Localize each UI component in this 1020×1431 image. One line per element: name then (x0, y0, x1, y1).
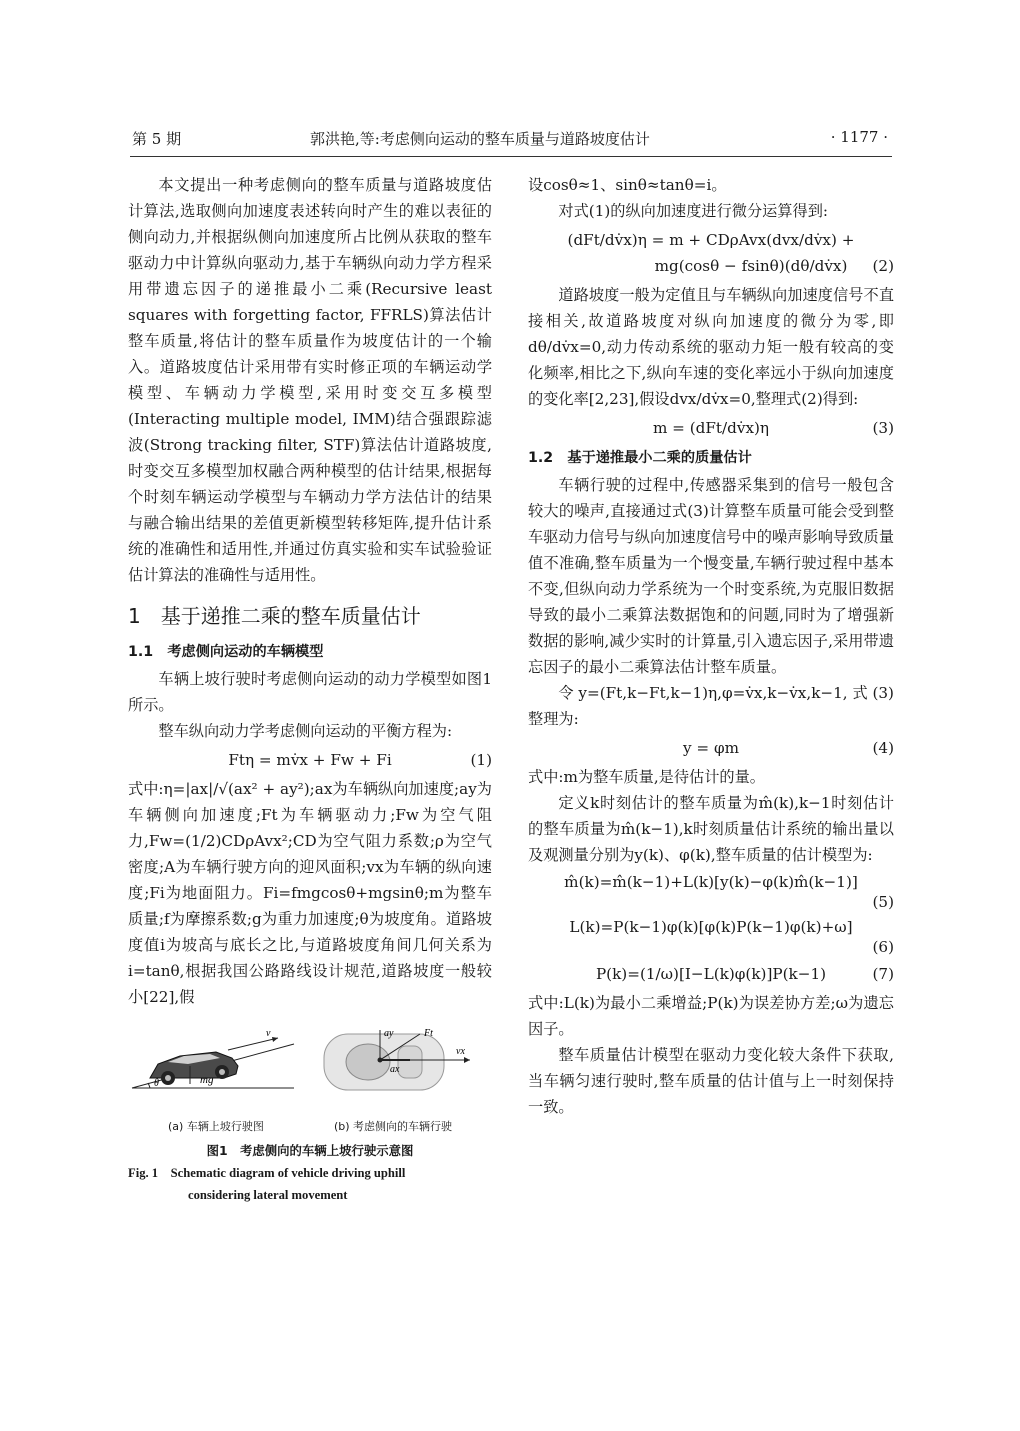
header-rule (130, 156, 892, 157)
equation-3 (528, 415, 894, 441)
equation-body-line1: (dFt/dv̇x)η = m + CDρAvx(dvx/dv̇x) + (567, 231, 855, 249)
page-number: · 1177 · (830, 128, 888, 146)
figure-caption-en (128, 1162, 492, 1206)
equation-7 (528, 961, 894, 987)
equation-body: Ftη = mv̇x + Fw + Fi (228, 751, 392, 769)
figure-subcaption-a: (a) 车辆上坡行驶图 (168, 1120, 264, 1133)
running-header (132, 128, 888, 150)
subsection-heading: 1.1 考虑侧向运动的车辆模型 (128, 644, 324, 660)
equation-body: y = φm (683, 739, 739, 757)
equation-number: (7) (872, 965, 894, 983)
equation-number: (1) (470, 751, 492, 769)
equation-body: L(k)=P(k−1)φ(k)[φ(k)P(k−1)φ(k)+ω] (569, 918, 853, 936)
paragraph: 车辆行驶的过程中,传感器采集到的信号一般包含较大的噪声,直接通过式(3)计算整车质量可能会受到整车驱动力信号与纵向加速度信号中的噪声影响导致质量值不准确,整车质量为一个慢变量,车辆行驶过程中基本不变,但纵向动力学系统为一个时变系统,为克服旧数据导致的最小二乘算法数据饱和的问题,同时为了增强新数据的影响,减少实时的计算量,引入遗忘因子,采用带遗忘因子的最小二乘算法估计整车质量。 (528, 476, 894, 676)
equation-5 (528, 871, 894, 913)
paragraph: 对式(1)的纵向加速度进行微分运算得到: (558, 202, 829, 220)
equation-number: (4) (872, 739, 894, 757)
paragraph: 整车纵向动力学考虑侧向运动的平衡方程为: (158, 722, 453, 740)
label-ay: ay (384, 1028, 394, 1039)
equation-number: (3) (872, 419, 894, 437)
equation-number: (6) (872, 938, 894, 956)
paragraph: 令y=(Ft,k−Ft,k−1)η,φ=v̇x,k−v̇x,k−1,式(3)整理为: (528, 684, 894, 728)
running-title: 郭洪艳,等:考虑侧向运动的整车质量与道路坡度估计 (310, 130, 650, 148)
label-theta: θ (154, 1078, 159, 1089)
figure-1-illustration (128, 1026, 492, 1112)
paragraph: 式中:η=|ax|/√(ax² + ay²);ax为车辆纵向加速度;ay为车辆侧向加速度;Ft为车辆驱动力;Fw为空气阻力,Fw=(1/2)CDρAvx²;CD为空气阻力系数;ρ为空气密度;A为车辆行驶方向的迎风面积;vx为车辆的纵向速度;Fi为地面阻力。Fi=fmgcosθ+mgsinθ;m为整车质量;f为摩擦系数;g为重力加速度;θ为坡度角。道路坡度值i为坡高与底长之比,与道路坡度角间几何关系为i=tanθ,根据我国公路路线设计规范,道路坡度一般较小[22],假 (128, 780, 492, 1006)
equation-number: (2) (872, 257, 894, 275)
equation-6 (528, 916, 894, 958)
paragraph: 本文提出一种考虑侧向的整车质量与道路坡度估计算法,选取侧向加速度表述转向时产生的难以表征的侧向动力,并根据纵侧向加速度所占比例从获取的整车驱动力中计算纵向驱动力,基于车辆纵向动力学方程采用带遗忘因子的递推最小二乘(Recursive least squares with forgetting factor, FFRLS)算法估计整车质量,将估计的整车质量作为坡度估计的一个输入。道路坡度估计采用带有实时修正项的车辆运动学模型、车辆动力学模型,采用时变交互多模型(Interacting multiple model, IMM)结合强跟踪滤波(Strong tracking filter, STF)算法估计道路坡度,时变交互多模型加权融合两种模型的估计结果,根据每个时刻车辆运动学模型与车辆动力学方法估计的结果与融合输出结果的差值更新模型转移矩阵,提升估计系统的准确性和适用性,并通过仿真实验和实车试验验证估计算法的准确性与适用性。 (128, 176, 492, 584)
label-ax: ax (390, 1064, 400, 1075)
left-column (128, 172, 492, 1206)
label-mg: mg (200, 1074, 214, 1086)
label-vx: vx (456, 1046, 465, 1057)
equation-body: m = (dFt/dv̇x)η (652, 419, 770, 437)
label-ft: Ft (424, 1028, 433, 1039)
figure-caption-cn: 图1 考虑侧向的车辆上坡行驶示意图 (206, 1143, 414, 1158)
equation-number: (5) (872, 893, 894, 911)
equation-4 (528, 735, 894, 761)
paragraph: 车辆上坡行驶时考虑侧向运动的动力学模型如图1所示。 (128, 670, 492, 714)
figure-1 (128, 1026, 492, 1134)
equation-body: P(k)=(1/ω)[I−L(k)φ(k)]P(k−1) (595, 965, 827, 983)
paragraph: 式中:m为整车质量,是待估计的量。 (528, 768, 765, 786)
figure-caption-en-line2: considering lateral movement (188, 1188, 348, 1202)
paragraph: 整车质量估计模型在驱动力变化较大条件下获取,当车辆匀速行驶时,整车质量的估计值与上一时刻保持一致。 (528, 1046, 894, 1116)
issue-number: 第 5 期 (132, 130, 182, 148)
paragraph: 定义k时刻估计的整车质量为m̂(k),k−1时刻估计的整车质量为m̂(k−1),k时刻质量估计系统的输出量以及观测量分别为y(k)、φ(k),整车质量的估计模型为: (528, 794, 894, 864)
equation-1 (128, 747, 492, 773)
label-v: v (266, 1028, 271, 1039)
equation-body-line2: mg(cosθ − fsinθ)(dθ/dv̇x) (654, 257, 848, 275)
paragraph: 道路坡度一般为定值且与车辆纵向加速度信号不直接相关,故道路坡度对纵向加速度的微分为零,即dθ/dv̇x=0,动力传动系统的驱动力矩一般有较高的变化频率,相比之下,纵向车速的变化率远小于纵向加速度的变化率[2,23],假设dvx/dv̇x=0,整理式(2)得到: (528, 286, 894, 408)
subsection-heading: 1.2 基于递推最小二乘的质量估计 (528, 450, 752, 466)
equation-body: m̂(k)=m̂(k−1)+L(k)[y(k)−φ(k)m̂(k−1)] (564, 873, 858, 891)
paragraph: 式中:L(k)为最小二乘增益;P(k)为误差协方差;ω为遗忘因子。 (528, 994, 894, 1038)
figure-subcaption-b: (b) 考虑侧向的车辆行驶 (334, 1120, 453, 1133)
right-column (528, 172, 894, 1120)
paragraph: 设cosθ≈1、sinθ≈tanθ=i。 (528, 176, 727, 194)
section-heading: 1 基于递推二乘的整车质量估计 (128, 604, 421, 628)
figure-caption-en-line1: Fig. 1 Schematic diagram of vehicle driving uphill (128, 1166, 406, 1180)
equation-2 (528, 227, 894, 279)
